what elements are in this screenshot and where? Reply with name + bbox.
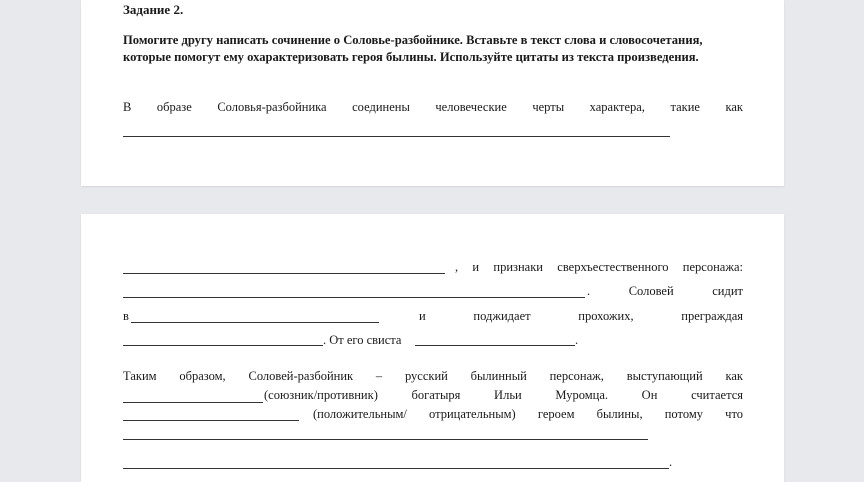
essay-text: . Соловей сидит: [587, 284, 743, 298]
answer-blank[interactable]: [123, 297, 585, 298]
task-heading: Задание 2.: [123, 2, 184, 17]
answer-blank[interactable]: [123, 420, 299, 421]
answer-blank[interactable]: [123, 468, 669, 469]
answer-blank[interactable]: [415, 345, 575, 346]
task-instruction: Помогите другу написать сочинение о Соловье-разбойнике. Вставьте в текст слова и словосочетания, которые помогут ему охарактеризовать героя былины. Используйте цитаты из текста произведения.: [123, 33, 703, 64]
document-page-2: [81, 214, 784, 482]
document-page-1: [81, 0, 784, 186]
essay-text: . От его свиста: [323, 333, 402, 347]
essay-text: (союзник/противник) богатыря Ильи Муромца. Он считается: [264, 388, 743, 402]
answer-blank[interactable]: [123, 402, 263, 403]
essay-sentence-2: Таким образом, Соловей-разбойник – русский былинный персонаж, выступающий как: [123, 369, 743, 383]
answer-blank[interactable]: [131, 322, 379, 323]
essay-text: , и признаки сверхъестественного персонажа:: [455, 260, 743, 274]
answer-blank[interactable]: [123, 273, 445, 274]
essay-text: (положительным/ отрицательным) героем былины, потому что: [313, 407, 743, 421]
answer-blank[interactable]: [123, 439, 648, 440]
essay-text: .: [575, 333, 579, 347]
essay-text: и поджидает прохожих, преграждая: [419, 309, 743, 323]
answer-blank[interactable]: [123, 136, 670, 137]
essay-sentence-1: В образе Соловья-разбойника соединены человеческие черты характера, такие как: [123, 100, 743, 114]
essay-text: .: [669, 455, 673, 469]
answer-blank[interactable]: [123, 345, 323, 346]
essay-text: в: [123, 309, 129, 323]
